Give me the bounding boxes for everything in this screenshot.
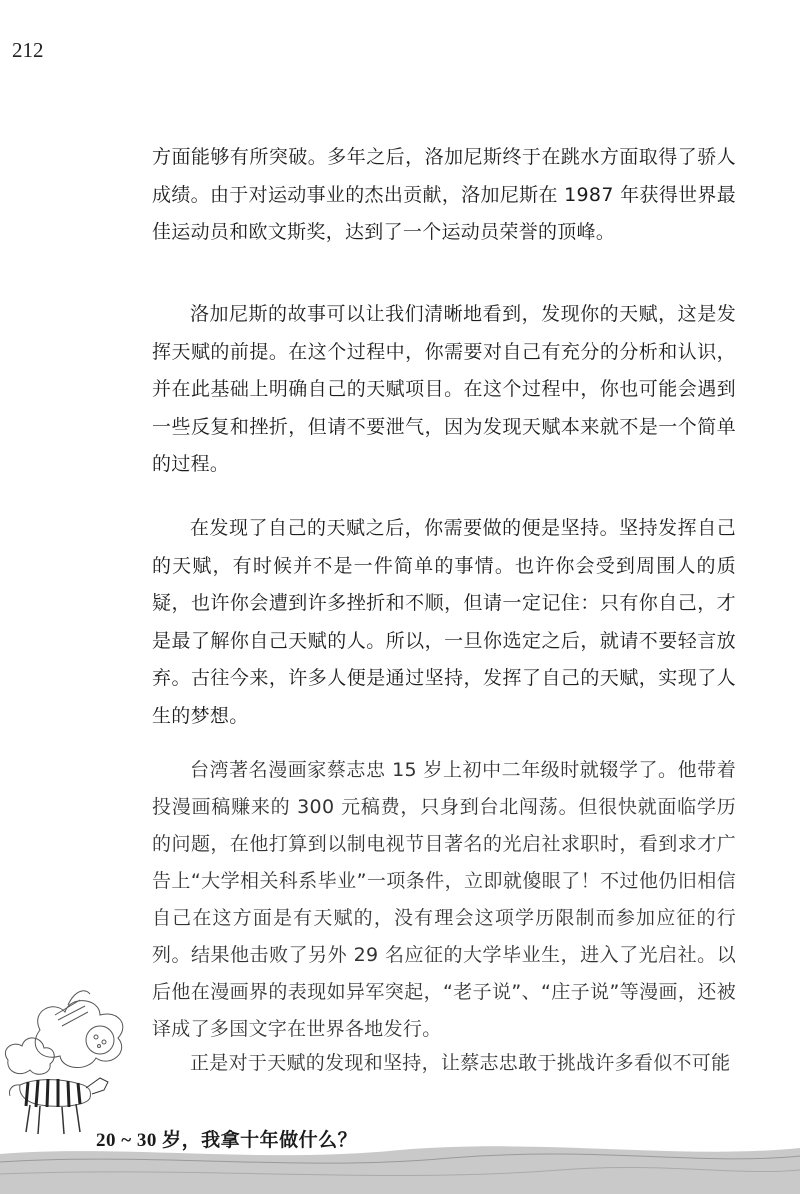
paragraph-1: 方面能够有所突破。多年之后，洛加尼斯终于在跳水方面取得了骄人成绩。由于对运动事业的杰出贡献，洛加尼斯在 1987 年获得世界最佳运动员和欧文斯奖，达到了一个运动员荣誉的顶峰。 [152, 146, 736, 243]
paragraph-3: 在发现了自己的天赋之后，你需要做的便是坚持。坚持发挥自己的天赋，有时候并不是一件简单的事情。也许你会受到周围人的质疑，也许你会遭到许多挫折和不顺，但请一定记住：只有你自己，才是最了解你自己天赋的人。所以，一旦你选定之后，就请不要轻言放弃。古往今来，许多人便是通过坚持，发挥了自己的天赋，实现了人生的梦想。 [152, 517, 736, 727]
zebra-clouds-illustration [0, 960, 150, 1140]
paragraph-5: 正是对于天赋的发现和坚持，让蔡志忠敢于挑战许多看似不可能 [190, 1052, 731, 1074]
running-footer-title: 20 ~ 30 岁，我拿十年做什么？ [96, 1130, 358, 1151]
paragraph-4: 台湾著名漫画家蔡志忠 15 岁上初中二年级时就辍学了。他带着投漫画稿赚来的 300 元稿费，只身到台北闯荡。但很快就面临学历的问题，在他打算到以制电视节目著名的光启社求职时，看到求才广告上“大学相关科系毕业”一项条件，立即就傻眼了！不过他仍旧相信自己在这方面是有天赋的，没有理会这项学历限制而参加应征的行列。结果他击败了另外 29 名应征的大学毕业生，进入了光启社。以后他在漫画界的表现如异军突起，“老子说”、“庄子说”等漫画，还被译成了多国文字在世界各地发行。 [152, 759, 736, 1040]
page-number: 212 [12, 38, 44, 62]
paragraph-2: 洛加尼斯的故事可以让我们清晰地看到，发现你的天赋，这是发挥天赋的前提。在这个过程中，你需要对自己有充分的分析和认识，并在此基础上明确自己的天赋项目。在这个过程中，你也可能会遇到一些反复和挫折，但请不要泄气，因为发现天赋本来就不是一个简单的过程。 [152, 303, 736, 475]
